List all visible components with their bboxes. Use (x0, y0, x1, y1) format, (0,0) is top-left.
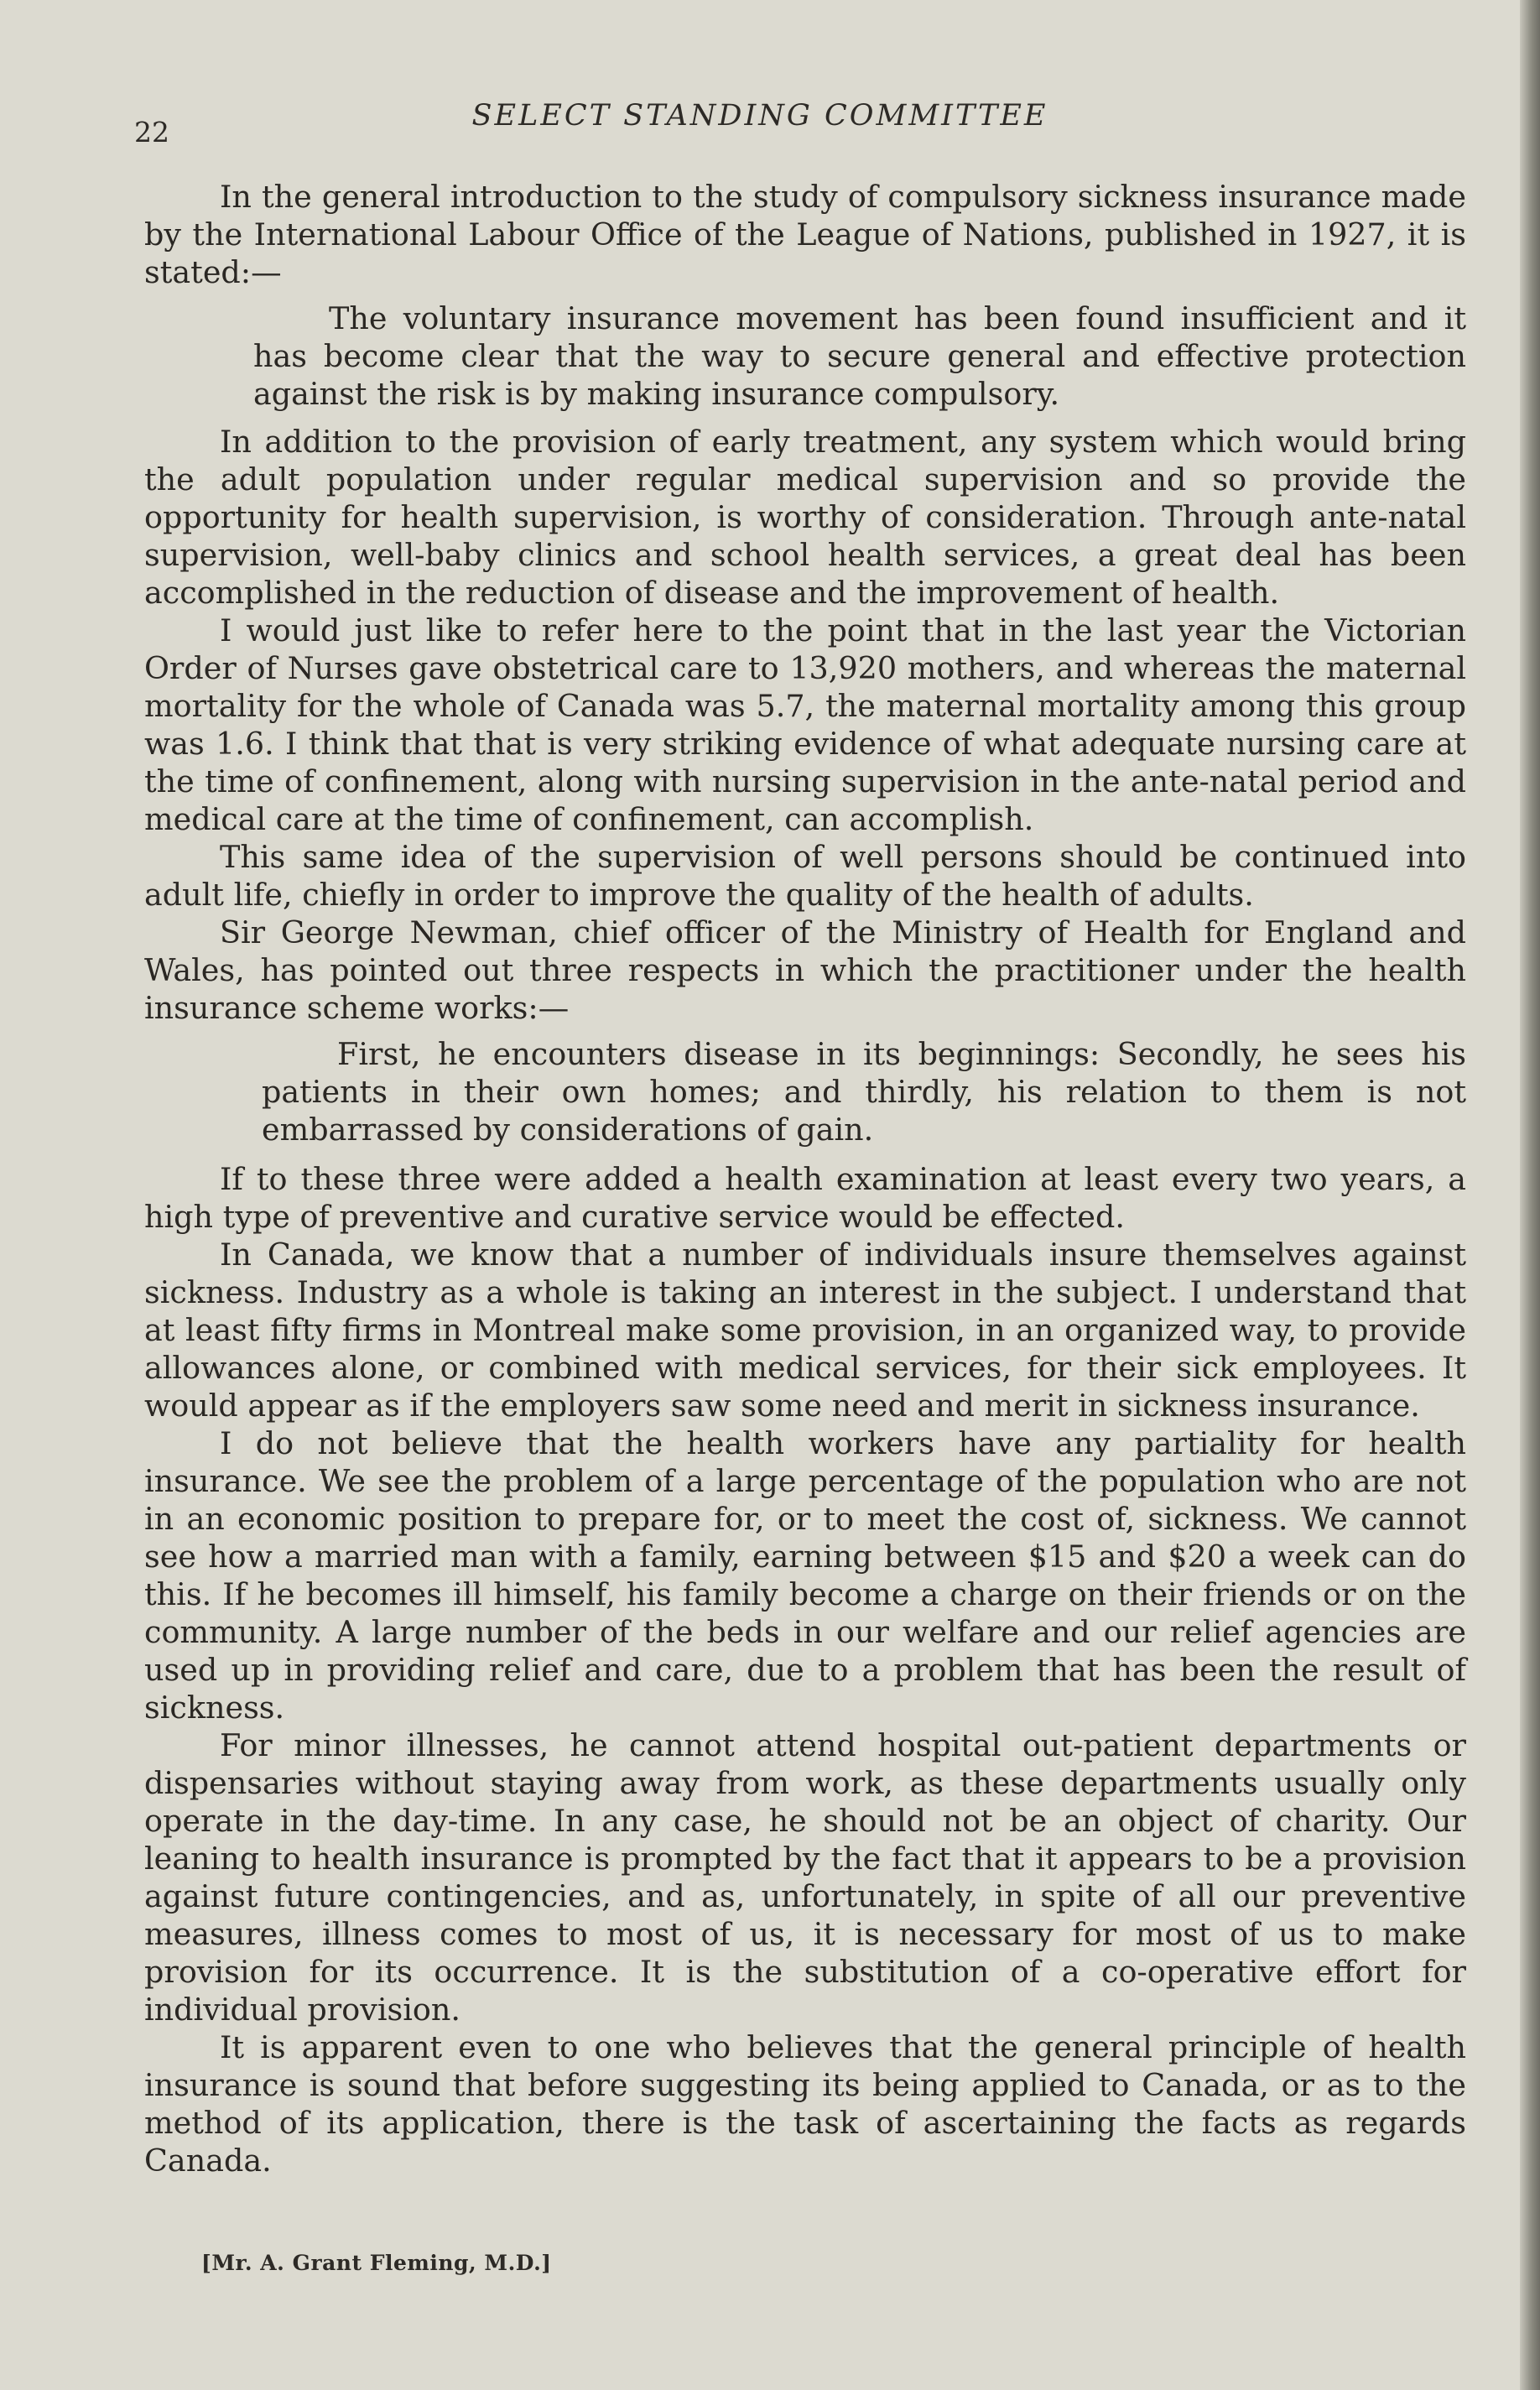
speaker-attribution: [Mr. A. Grant Fleming, M.D.] (201, 2251, 552, 2275)
paragraph-ilo-intro: In the general introduction to the study of compulsory sickness insurance made by the International Labour Office of the League of Nations, published in 1927, it is stated:— (144, 179, 1466, 290)
paragraph-minor-illnesses: For minor illnesses, he cannot attend hospital out-patient departments or dispensaries without staying away from work, as these departments usually only operate in the day-time. In any case, he should not be an object of charity. Our leaning to health insurance is prompted by the fact that it appears to be a provision against future contingencies, and as, unfortunately, in spite of all our preventive measures, illness comes to most of us, it is necessary for most of us to make provision for its occurrence. It is the substitution of a co-operative effort for individual provision. (144, 1727, 1466, 2028)
paragraph-george-newman: Sir George Newman, chief officer of the Ministry of Health for England and Wales, has pointed out three respects in which the practitioner under the health insurance scheme works:— (144, 914, 1466, 1026)
page-edge (1520, 0, 1540, 2390)
paragraph-well-persons: This same idea of the supervision of well persons should be continued into adult life, chiefly in order to improve the quality of the health of adults. (144, 839, 1466, 913)
paragraph-health-workers: I do not believe that the health workers have any partiality for health insurance. We see the problem of a large percentage of the population who are not in an economic position to prepare for, or to meet the cost of, sickness. We cannot see how a married man with a family, earning between $15 and $20 a week can do this. If he becomes ill himself, his family become a charge on their friends or on the community. A large number of the beds in our welfare and our relief agencies are used up in providing relief and care, due to a problem that has been the result of sickness. (144, 1425, 1466, 1726)
paragraph-canada-industry: In Canada, we know that a number of individuals insure themselves against sickness. Industry as a whole is taking an interest in the subject. I understand that at least fifty firms in Montreal make some provision, in an organized way, to provide allowances alone, or combined with medical services, for their sick employees. It would appear as if the employers saw some need and merit in sickness insurance. (144, 1237, 1466, 1424)
block-quote-newman: First, he encounters disease in its beginnings: Secondly, he sees his patients in their own homes; and thirdly, his relation to them is not embarrassed by considerations of gain. (262, 1036, 1466, 1148)
paragraph-health-examination: If to these three were added a health examination at least every two years, a high type of preventive and curative service would be effected. (144, 1161, 1466, 1235)
block-quote-ilo: The voluntary insurance movement has been found insufficient and it has become clear that the way to secure general and effective protection against the risk is by making insurance compulsory. (253, 300, 1466, 412)
running-head: SELECT STANDING COMMITTEE (471, 99, 1048, 133)
paragraph-ascertaining-facts: It is apparent even to one who believes that the general principle of health insurance is sound that before suggesting its being applied to Canada, or as to the method of its application, there is the task of ascertaining the facts as regards Canada. (144, 2029, 1466, 2179)
paragraph-early-treatment: In addition to the provision of early treatment, any system which would bring the adult population under regular medical supervision and so provide the opportunity for health supervision, is worthy of consideration. Through ante-natal supervision, well-baby clinics and school health services, a great deal has been accomplished in the reduction of disease and the improvement of health. (144, 424, 1466, 611)
page-number: 22 (134, 116, 169, 148)
paragraph-victorian-order: I would just like to refer here to the point that in the last year the Victorian Order of Nurses gave obstetrical care to 13,920 mothers, and whereas the maternal mortality for the whole of Canada was 5.7, the maternal mortality among this group was 1.6. I think that that is very striking evidence of what adequate nursing care at the time of confinement, along with nursing supervision in the ante-natal period and medical care at the time of confinement, can accomplish. (144, 612, 1466, 837)
body-text (144, 178, 1466, 2179)
